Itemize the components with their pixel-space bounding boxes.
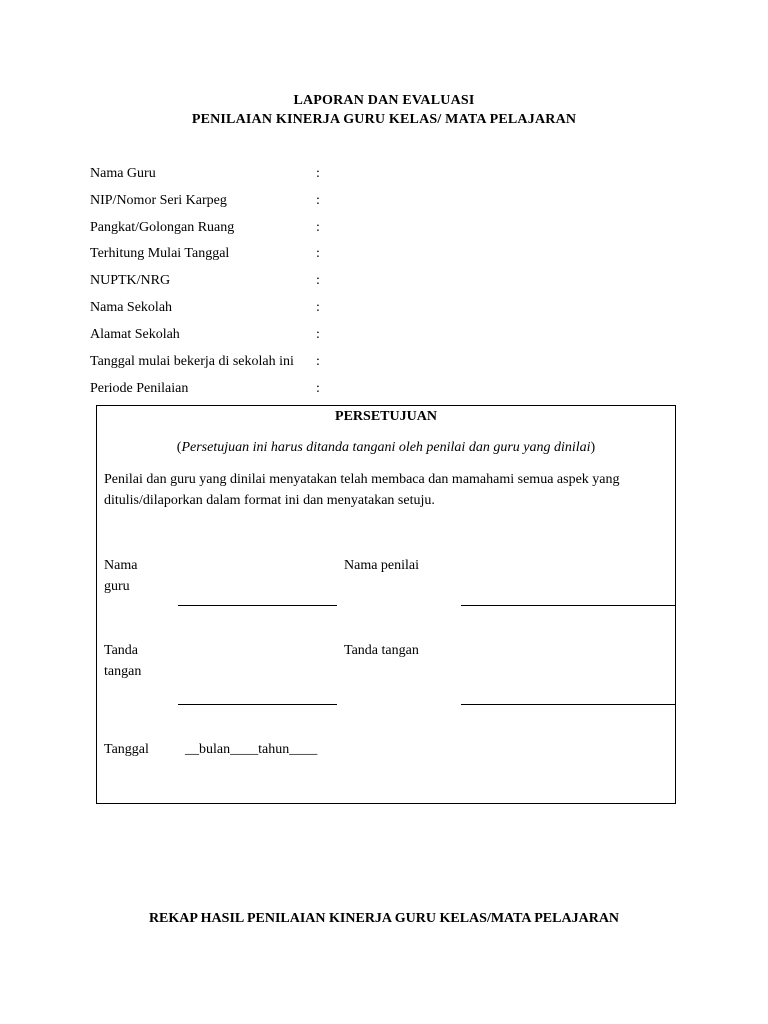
field-colon: : (316, 166, 320, 181)
field-colon: : (316, 300, 320, 315)
field-label: Terhitung Mulai Tanggal (90, 246, 230, 261)
field-colon: : (316, 381, 320, 396)
tanggal-value: __bulan____tahun____ (185, 742, 318, 757)
rekap-title: REKAP HASIL PENILAIAN KINERJA GURU KELAS/MATA PELAJARAN (148, 911, 620, 926)
field-colon: : (316, 220, 320, 235)
field-colon: : (316, 354, 320, 369)
tanda-tangan-guru-label: Tanda (104, 643, 139, 658)
field-label: Nama Guru (90, 166, 156, 181)
note-open-paren: ( (176, 440, 182, 455)
field-label: Tanggal mulai bekerja di sekolah ini (90, 354, 294, 369)
persetujuan-note (97, 437, 675, 458)
nama-guru-label: Nama (104, 558, 138, 573)
field-colon: : (316, 273, 320, 288)
field-label: NUPTK/NRG (90, 273, 171, 288)
field-label: Pangkat/Golongan Ruang (90, 220, 235, 235)
persetujuan-box (96, 405, 676, 804)
note-close-paren: ) (590, 440, 596, 455)
tanda-tangan-guru-line (178, 704, 337, 705)
persetujuan-heading: PERSETUJUAN (335, 409, 437, 424)
nama-penilai-signature-line (461, 605, 675, 606)
field-colon: : (316, 327, 320, 342)
tanda-tangan-penilai-label: Tanda tangan (344, 643, 419, 658)
field-colon: : (316, 193, 320, 208)
tanda-tangan-penilai-line (461, 704, 675, 705)
nama-guru-label-line2: guru (104, 579, 130, 594)
document-title: LAPORAN DAN EVALUASI (293, 93, 475, 108)
tanggal-label: Tanggal (104, 742, 149, 757)
document-subtitle: PENILAIAN KINERJA GURU KELAS/ MATA PELAJARAN (191, 112, 577, 127)
field-colon: : (316, 246, 320, 261)
field-label: NIP/Nomor Seri Karpeg (90, 193, 227, 208)
field-label: Alamat Sekolah (90, 327, 180, 342)
tanda-tangan-guru-label-line2: tangan (104, 664, 142, 679)
field-label: Periode Penilaian (90, 381, 189, 396)
nama-penilai-label: Nama penilai (344, 558, 420, 573)
field-label: Nama Sekolah (90, 300, 173, 315)
nama-guru-signature-line (178, 605, 337, 606)
persetujuan-statement: Penilai dan guru yang dinilai menyatakan telah membaca dan mamahami semua aspek yang ditulis/dilaporkan dalam format ini dan menyatakan setuju. (104, 472, 620, 508)
note-text: Persetujuan ini harus ditanda tangani oleh penilai dan guru yang dinilai (181, 440, 591, 455)
